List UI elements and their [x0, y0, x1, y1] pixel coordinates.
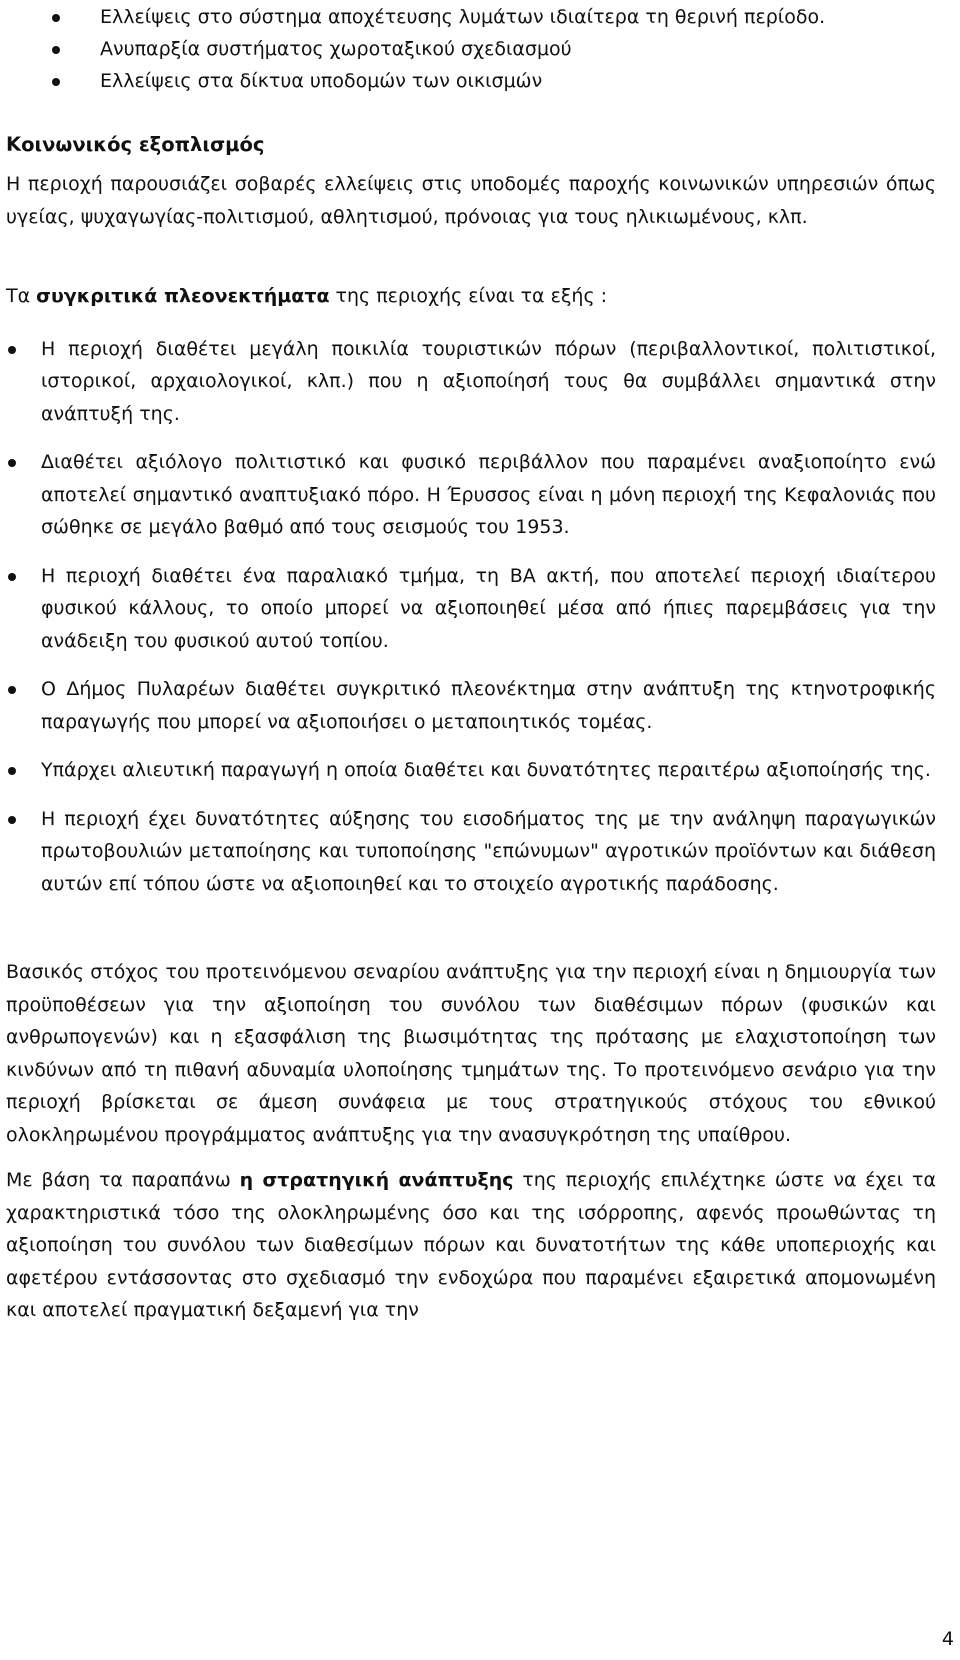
list-item-text: Ο Δήμος Πυλαρέων διαθέτει συγκριτικό πλεονέκτημα στην ανάπτυξη της κτηνοτροφικής παραγωγής που μπορεί να αξιοποιήσει ο μεταποιητικός τομέας.	[41, 678, 936, 733]
list-item	[6, 560, 936, 658]
strategy-bold: η στρατηγική ανάπτυξης	[239, 1169, 514, 1191]
page-number: 4	[941, 1628, 954, 1650]
list-item	[6, 1, 936, 33]
development-goal-paragraph: Βασικός στόχος του προτεινόμενου σεναρίου ανάπτυξης για την περιοχή είναι η δημιουργία των προϋποθέσεων για την αξιοποίηση του συνόλου των διαθέσιμων πόρων (φυσικών και ανθρωπογενών) και η εξασφάλιση της βιωσιμότητας της πρότασης με ελαχιστοποίηση των κινδύνων από τη πιθανή αδυναμία υλοποίησης τμημάτων της. Το προτεινόμενο σενάριο για την περιοχή βρίσκεται σε άμεση συνάφεια με τους στρατηγικούς στόχους του εθνικού ολοκληρωμένου προγράμματος ανάπτυξης για την ανασυγκρότηση της υπαίθρου.	[6, 961, 936, 1146]
advantages-intro-bold: συγκριτικά πλεονεκτήματα	[36, 285, 330, 307]
list-item-text: Ελλείψεις στο σύστημα αποχέτευσης λυμάτων ιδιαίτερα τη θερινή περίοδο.	[100, 6, 826, 28]
advantages-list	[6, 333, 936, 901]
document-page	[6, 0, 936, 1327]
bullet-icon	[52, 78, 60, 86]
bullet-icon	[8, 346, 16, 354]
bullet-icon	[52, 46, 60, 54]
list-item-text: Η περιοχή έχει δυνατότητες αύξησης του εισοδήματος της με την ανάληψη παραγωγικών πρωτοβουλιών μεταποίησης και τυποποίησης "επώνυμων" αγροτικών προϊόντων και διάθεση αυτών επί τόπου ώστε να αξιοποιηθεί και το στοιχείο αγροτικής παράδοσης.	[41, 807, 936, 895]
strategy-suffix: της περιοχής επιλέχτηκε ώστε να έχει τα χαρακτηριστικά τόσο της ολοκληρωμένης όσο και της ισόρροπης, αφενός προωθώντας τη αξιοποίηση του συνόλου των διαθεσίμων πόρων και δυνατοτήτων της κάθε υποπεριοχής και αφετέρου εντάσσοντας στο σχεδιασμό την ενδοχώρα που παραμένει εξαιρετικά απομονωμένη και αποτελεί πραγματική δεξαμενή για την	[6, 1169, 937, 1321]
list-item-text: Ελλείψεις στα δίκτυα υποδομών των οικισμών	[100, 70, 543, 92]
list-item-text: Η περιοχή διαθέτει ένα παραλιακό τμήμα, τη ΒΑ ακτή, που αποτελεί περιοχή ιδιαίτερου φυσικού κάλλους, το οποίο μπορεί να αξιοποιηθεί μέσα από ήπιες παρεμβάσεις για την ανάδειξη του φυσικού αυτού τοπίου.	[41, 564, 936, 652]
list-item-text: Διαθέτει αξιόλογο πολιτιστικό και φυσικό περιβάλλον που παραμένει αναξιοποίητο ενώ αποτελεί σημαντικό αναπτυξιακό πόρο. Η Έρυσσος είναι η μόνη περιοχή της Κεφαλονιάς που σώθηκε σε μεγάλο βαθμό από τους σεισμούς του 1953.	[41, 451, 936, 538]
bullet-icon	[8, 686, 16, 694]
bullet-icon	[8, 816, 16, 824]
list-item	[6, 673, 936, 738]
bullet-icon	[8, 767, 16, 775]
advantages-intro-prefix: Τα	[6, 285, 37, 307]
bullet-icon	[8, 573, 16, 581]
advantages-intro	[6, 280, 936, 313]
bullet-icon	[8, 459, 16, 467]
list-item-text: Η περιοχή διαθέτει μεγάλη ποικιλία τουριστικών πόρων (περιβαλλοντικοί, πολιτιστικοί, ιστορικοί, αρχαιολογικοί, κλπ.) που η αξιοποίησή τους θα συμβάλλει σημαντικά στην ανάπτυξή της.	[41, 337, 936, 425]
infrastructure-deficiencies-list	[6, 1, 936, 97]
list-item	[6, 803, 936, 901]
development-strategy-paragraph	[6, 1164, 936, 1327]
social-equipment-heading: Κοινωνικός εξοπλισμός	[6, 133, 265, 156]
list-item-text: Ανυπαρξία συστήματος χωροταξικού σχεδιασμού	[100, 38, 572, 60]
list-item-text: Υπάρχει αλιευτική παραγωγή η οποία διαθέτει και δυνατότητες περαιτέρω αξιοποίησής της.	[41, 759, 931, 781]
list-item	[6, 333, 936, 431]
bullet-icon	[52, 14, 60, 22]
advantages-intro-suffix: της περιοχής είναι τα εξής :	[329, 285, 608, 307]
list-item	[6, 33, 936, 65]
list-item	[6, 446, 936, 544]
list-item	[6, 754, 936, 787]
strategy-prefix: Με βάση τα παραπάνω	[6, 1169, 240, 1191]
social-equipment-paragraph: Η περιοχή παρουσιάζει σοβαρές ελλείψεις στις υποδομές παροχής κοινωνικών υπηρεσιών όπως υγείας, ψυχαγωγίας-πολιτισμού, αθλητισμού, πρόνοιας για τους ηλικιωμένους, κλπ.	[6, 173, 936, 228]
list-item	[6, 65, 936, 97]
